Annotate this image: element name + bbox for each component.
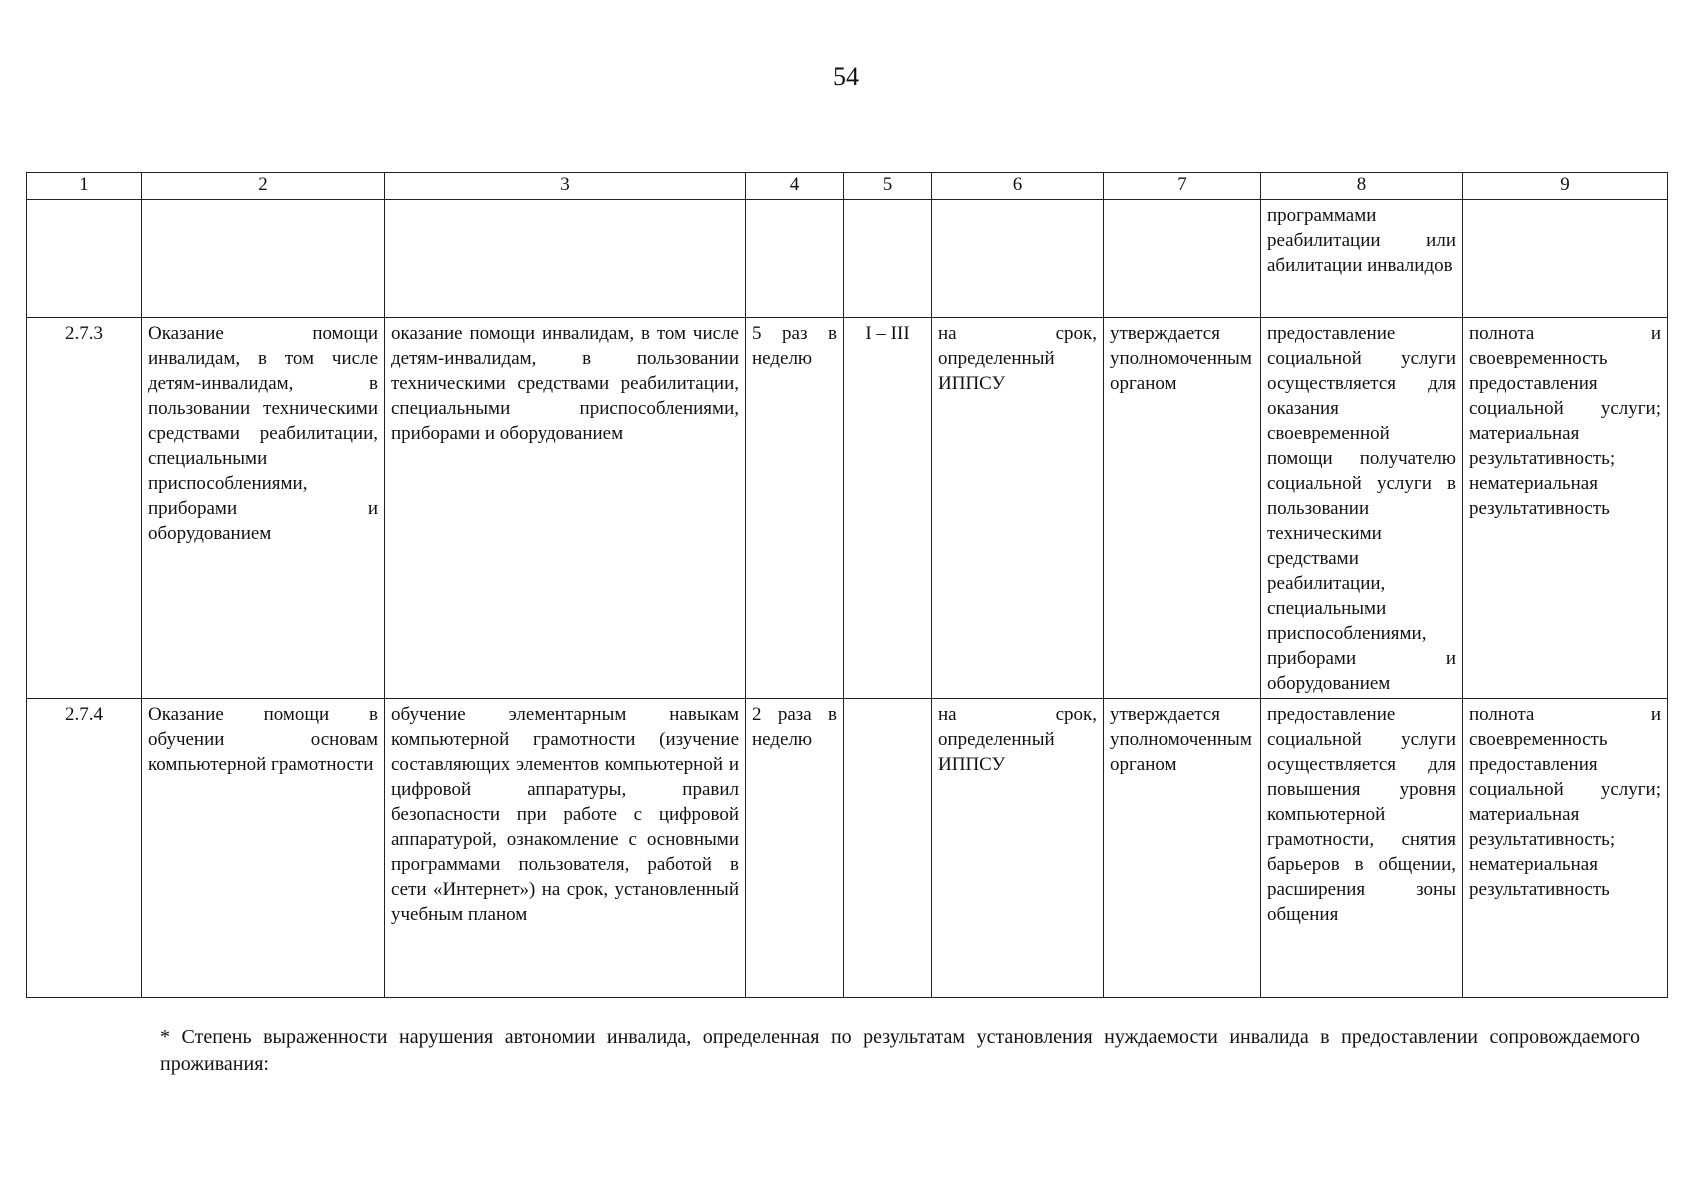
column-header: 5 [844,173,932,200]
level-cell [844,200,932,318]
service-description-cell: оказание помощи инвалидам, в том числе детям-инвалидам, в пользовании техническими средствами реабилитации, специальными приспособлениями, приборами и оборудованием [385,318,746,699]
frequency-cell: 5 раз в неделю [746,318,844,699]
page-number: 54 [833,62,859,91]
evaluation-cell: полнота и своевременность предоставления социальной услуги; материальная результативность; нематериальная результативность [1463,318,1668,699]
column-header: 3 [385,173,746,200]
table-row [27,200,1668,318]
footnote: * Степень выраженности нарушения автономии инвалида, определенная по результатам установления нуждаемости инвалида в предоставлении сопровождаемого проживания: [160,1026,1640,1075]
term-cell: на срок, определенный ИППСУ [932,318,1104,699]
column-header: 6 [932,173,1104,200]
frequency-cell: 2 раза в неделю [746,699,844,998]
column-header: 1 [27,173,142,200]
indicators-cell: предоставление социальной услуги осуществляется для повышения уровня компьютерной грамотности, снятия барьеров в общении, расширения зоны общения [1261,699,1463,998]
cost-cell [1104,200,1261,318]
services-table [26,172,1668,998]
table-row [27,318,1668,699]
service-description-cell [385,200,746,318]
cost-cell: утверждается уполномоченным органом [1104,318,1261,699]
service-name-cell: Оказание помощи инвалидам, в том числе детям-инвалидам, в пользовании техническими средствами реабилитации, специальными приспособлениями, приборами и оборудованием [142,318,385,699]
term-cell [932,200,1104,318]
service-name-cell: Оказание помощи в обучении основам компьютерной грамотности [142,699,385,998]
column-header: 7 [1104,173,1261,200]
indicators-cell: программами реабилитации или абилитации инвалидов [1261,200,1463,318]
column-header: 8 [1261,173,1463,200]
column-header: 2 [142,173,385,200]
term-cell: на срок, определенный ИППСУ [932,699,1104,998]
indicators-cell: предоставление социальной услуги осуществляется для оказания своевременной помощи получателю социальной услуги в пользовании техническими средствами реабилитации, специальными приспособлениями, приборами и оборудованием [1261,318,1463,699]
level-cell: I – III [844,318,932,699]
evaluation-cell: полнота и своевременность предоставления социальной услуги; материальная результативность; нематериальная результативность [1463,699,1668,998]
cost-cell: утверждается уполномоченным органом [1104,699,1261,998]
evaluation-cell [1463,200,1668,318]
row-id-cell: 2.7.4 [27,699,142,998]
table-header-row [27,173,1668,200]
row-id-cell: 2.7.3 [27,318,142,699]
level-cell [844,699,932,998]
frequency-cell [746,200,844,318]
column-header: 9 [1463,173,1668,200]
row-id-cell [27,200,142,318]
table-row [27,699,1668,998]
column-header: 4 [746,173,844,200]
service-description-cell: обучение элементарным навыкам компьютерной грамотности (изучение составляющих элементов компьютерной и цифровой аппаратуры, правил безопасности при работе с цифровой аппаратурой, ознакомление с основными программами пользователя, работой в сети «Интернет») на срок, установленный учебным планом [385,699,746,998]
service-name-cell [142,200,385,318]
